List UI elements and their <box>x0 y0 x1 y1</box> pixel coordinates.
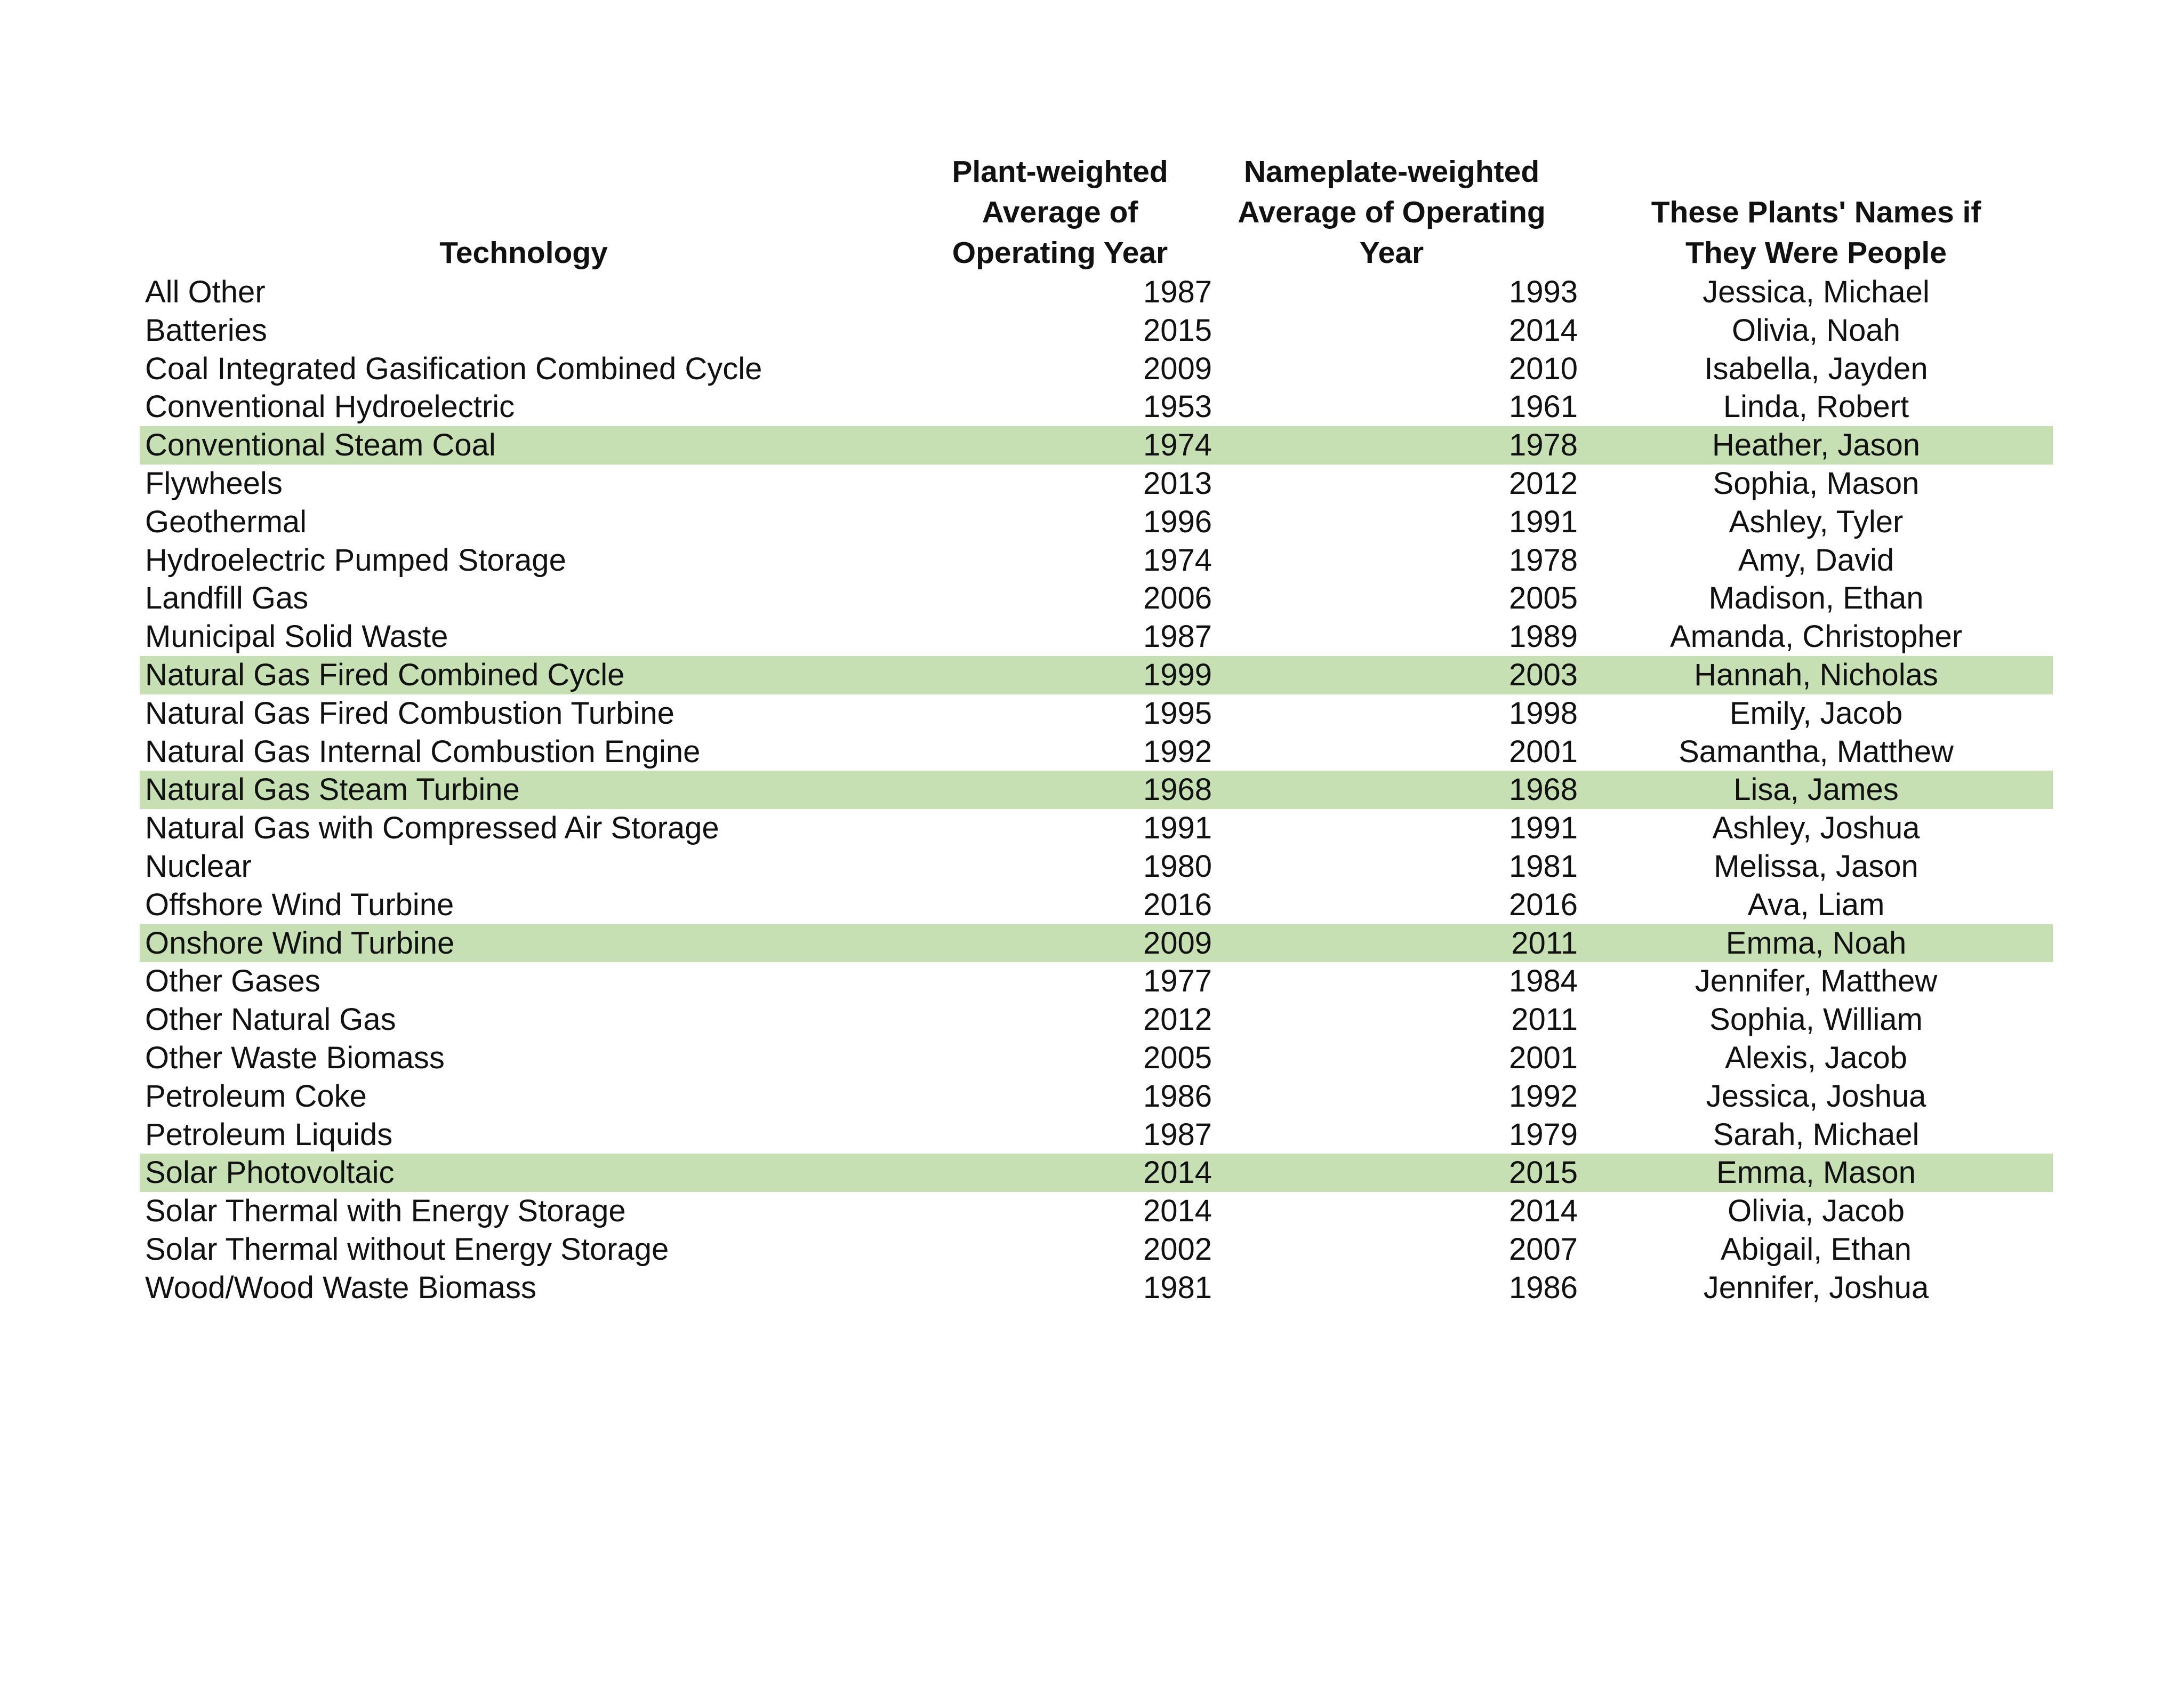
data-table <box>140 149 2053 1307</box>
table-row <box>140 733 2053 771</box>
plant-weighted-year-cell: 1974 <box>1143 542 1212 578</box>
table-row <box>140 273 2053 311</box>
plant-names-cell: Amy, David <box>1738 542 1894 578</box>
plant-names-cell: Ashley, Tyler <box>1729 504 1904 539</box>
technology-cell: Solar Thermal without Energy Storage <box>145 1231 669 1267</box>
plant-weighted-year-cell: 2009 <box>1143 351 1212 386</box>
plant-names-cell: Emily, Jacob <box>1729 695 1903 731</box>
technology-cell: Natural Gas Fired Combined Cycle <box>145 657 625 692</box>
nameplate-weighted-year-cell: 2012 <box>1508 466 1578 501</box>
technology-cell: Onshore Wind Turbine <box>145 925 455 961</box>
table-row <box>140 426 2053 465</box>
plant-names-cell: Olivia, Noah <box>1732 313 1900 348</box>
plant-names-cell: Jessica, Joshua <box>1706 1078 1926 1114</box>
nameplate-weighted-year-cell: 2011 <box>1511 1002 1578 1037</box>
plant-names-cell: Ashley, Joshua <box>1712 811 1920 846</box>
technology-cell: Other Waste Biomass <box>145 1040 445 1075</box>
plant-weighted-year-cell: 1981 <box>1143 1270 1212 1305</box>
plant-weighted-year-cell: 2002 <box>1143 1231 1212 1267</box>
plant-weighted-year-cell: 2015 <box>1143 313 1212 348</box>
plant-weighted-year-cell: 2005 <box>1143 1040 1212 1075</box>
technology-cell: Hydroelectric Pumped Storage <box>145 542 566 578</box>
nameplate-weighted-year-cell: 1993 <box>1508 275 1578 309</box>
technology-cell: Solar Photovoltaic <box>145 1155 395 1190</box>
plant-weighted-year-cell: 2012 <box>1143 1002 1212 1037</box>
plant-weighted-year-cell: 1977 <box>1143 964 1212 999</box>
plant-names-cell: Olivia, Jacob <box>1727 1194 1905 1229</box>
technology-cell: Other Natural Gas <box>145 1002 396 1037</box>
plant-weighted-year-cell: 2013 <box>1143 466 1212 501</box>
table-row <box>140 1192 2053 1230</box>
table-row <box>140 311 2053 350</box>
technology-cell: Municipal Solid Waste <box>145 619 448 654</box>
table-row <box>140 809 2053 847</box>
table-row <box>140 579 2053 618</box>
nameplate-weighted-year-cell: 2001 <box>1508 734 1578 769</box>
table-row <box>140 1154 2053 1192</box>
nameplate-weighted-year-cell: 1998 <box>1508 695 1578 731</box>
plant-weighted-year-cell: 1987 <box>1143 1117 1212 1152</box>
table-row <box>140 771 2053 809</box>
table-row <box>140 847 2053 886</box>
plant-weighted-year-cell: 1987 <box>1143 275 1212 309</box>
technology-cell: Geothermal <box>145 504 307 539</box>
technology-cell: Batteries <box>145 313 267 348</box>
nameplate-weighted-year-cell: 1984 <box>1508 964 1578 999</box>
technology-cell: Solar Thermal with Energy Storage <box>145 1194 626 1229</box>
nameplate-weighted-year-cell: 2010 <box>1508 351 1578 386</box>
nameplate-weighted-year-cell: 2014 <box>1508 1194 1578 1229</box>
header-plant-names: These Plants' Names if They Were People <box>1651 195 1981 270</box>
plant-weighted-year-cell: 1999 <box>1143 657 1212 692</box>
technology-cell: Flywheels <box>145 466 283 501</box>
plant-names-cell: Melissa, Jason <box>1714 849 1918 884</box>
plant-weighted-year-cell: 1986 <box>1143 1078 1212 1114</box>
nameplate-weighted-year-cell: 1979 <box>1508 1117 1578 1152</box>
plant-weighted-year-cell: 2014 <box>1143 1155 1212 1190</box>
plant-names-cell: Emma, Mason <box>1716 1155 1916 1190</box>
nameplate-weighted-year-cell: 2001 <box>1508 1040 1578 1075</box>
nameplate-weighted-year-cell: 2005 <box>1508 581 1578 616</box>
table-row <box>140 465 2053 503</box>
table-row <box>140 1039 2053 1077</box>
technology-cell: Natural Gas Steam Turbine <box>145 772 520 807</box>
table-row <box>140 350 2053 388</box>
nameplate-weighted-year-cell: 1989 <box>1508 619 1578 654</box>
table-row <box>140 656 2053 694</box>
nameplate-weighted-year-cell: 1991 <box>1508 504 1578 539</box>
table-row <box>140 1001 2053 1039</box>
technology-cell: Coal Integrated Gasification Combined Cycle <box>145 351 762 386</box>
nameplate-weighted-year-cell: 2003 <box>1508 657 1578 692</box>
plant-weighted-year-cell: 1980 <box>1143 849 1212 884</box>
table-row <box>140 1269 2053 1307</box>
nameplate-weighted-year-cell: 1986 <box>1508 1270 1578 1305</box>
plant-weighted-year-cell: 2016 <box>1143 887 1212 922</box>
table-row <box>140 1230 2053 1269</box>
nameplate-weighted-year-cell: 1978 <box>1508 542 1578 578</box>
plant-weighted-year-cell: 1991 <box>1143 811 1212 846</box>
nameplate-weighted-year-cell: 1981 <box>1508 849 1578 884</box>
table-body <box>140 273 2053 1307</box>
technology-cell: Conventional Steam Coal <box>145 428 496 463</box>
table-row <box>140 924 2053 963</box>
technology-cell: Wood/Wood Waste Biomass <box>145 1270 536 1305</box>
technology-cell: Other Gases <box>145 964 320 999</box>
nameplate-weighted-year-cell: 1968 <box>1508 772 1578 807</box>
plant-weighted-year-cell: 1953 <box>1143 389 1212 425</box>
plant-names-cell: Sophia, William <box>1709 1002 1923 1037</box>
technology-cell: Petroleum Coke <box>145 1078 367 1114</box>
nameplate-weighted-year-cell: 1961 <box>1508 389 1578 425</box>
table-row <box>140 1077 2053 1116</box>
technology-cell: Natural Gas with Compressed Air Storage <box>145 811 719 846</box>
plant-weighted-year-cell: 1968 <box>1143 772 1212 807</box>
header-nameplate-weighted: Nameplate-weighted Average of Operating Year <box>1238 155 1546 270</box>
table-row <box>140 618 2053 656</box>
plant-names-cell: Heather, Jason <box>1712 428 1921 463</box>
plant-names-cell: Sarah, Michael <box>1713 1117 1920 1152</box>
technology-cell: Petroleum Liquids <box>145 1117 393 1152</box>
header-plant-weighted: Plant-weighted Average of Operating Year <box>952 155 1168 270</box>
plant-names-cell: Abigail, Ethan <box>1721 1231 1912 1267</box>
table-row <box>140 886 2053 924</box>
plant-names-cell: Madison, Ethan <box>1708 581 1924 616</box>
plant-names-cell: Samantha, Matthew <box>1679 734 1954 769</box>
technology-cell: Conventional Hydroelectric <box>145 389 515 425</box>
nameplate-weighted-year-cell: 2007 <box>1508 1231 1578 1267</box>
plant-names-cell: Isabella, Jayden <box>1704 351 1928 386</box>
technology-cell: Natural Gas Internal Combustion Engine <box>145 734 701 769</box>
table-row <box>140 541 2053 580</box>
plant-weighted-year-cell: 2009 <box>1143 925 1212 961</box>
table-row <box>140 962 2053 1001</box>
plant-names-cell: Linda, Robert <box>1723 389 1909 425</box>
table-row <box>140 388 2053 426</box>
table-header <box>140 149 2053 273</box>
plant-weighted-year-cell: 1995 <box>1143 695 1212 731</box>
plant-weighted-year-cell: 1974 <box>1143 428 1212 463</box>
nameplate-weighted-year-cell: 2011 <box>1511 925 1578 961</box>
nameplate-weighted-year-cell: 1991 <box>1508 811 1578 846</box>
plant-names-cell: Alexis, Jacob <box>1725 1040 1907 1075</box>
plant-names-cell: Jessica, Michael <box>1703 275 1930 309</box>
nameplate-weighted-year-cell: 1978 <box>1508 428 1578 463</box>
plant-names-cell: Ava, Liam <box>1747 887 1885 922</box>
plant-weighted-year-cell: 2014 <box>1143 1194 1212 1229</box>
technology-cell: Offshore Wind Turbine <box>145 887 454 922</box>
plant-weighted-year-cell: 1996 <box>1143 504 1212 539</box>
plant-weighted-year-cell: 1987 <box>1143 619 1212 654</box>
plant-names-cell: Jennifer, Matthew <box>1695 964 1938 999</box>
nameplate-weighted-year-cell: 2016 <box>1508 887 1578 922</box>
plant-names-cell: Emma, Noah <box>1725 925 1907 961</box>
plant-weighted-year-cell: 1992 <box>1143 734 1212 769</box>
table-row <box>140 503 2053 541</box>
technology-cell: Nuclear <box>145 849 252 884</box>
plant-names-cell: Jennifer, Joshua <box>1703 1270 1929 1305</box>
plant-names-cell: Lisa, James <box>1733 772 1899 807</box>
plant-names-cell: Hannah, Nicholas <box>1694 657 1938 692</box>
nameplate-weighted-year-cell: 2015 <box>1508 1155 1578 1190</box>
technology-cell: All Other <box>145 275 266 309</box>
nameplate-weighted-year-cell: 2014 <box>1508 313 1578 348</box>
plant-names-cell: Amanda, Christopher <box>1669 619 1963 654</box>
plant-names-cell: Sophia, Mason <box>1713 466 1920 501</box>
nameplate-weighted-year-cell: 1992 <box>1508 1078 1578 1114</box>
table-row <box>140 1116 2053 1154</box>
technology-cell: Landfill Gas <box>145 581 309 616</box>
technology-cell: Natural Gas Fired Combustion Turbine <box>145 695 675 731</box>
plant-weighted-year-cell: 2006 <box>1143 581 1212 616</box>
table-row <box>140 694 2053 733</box>
header-technology: Technology <box>439 236 608 270</box>
